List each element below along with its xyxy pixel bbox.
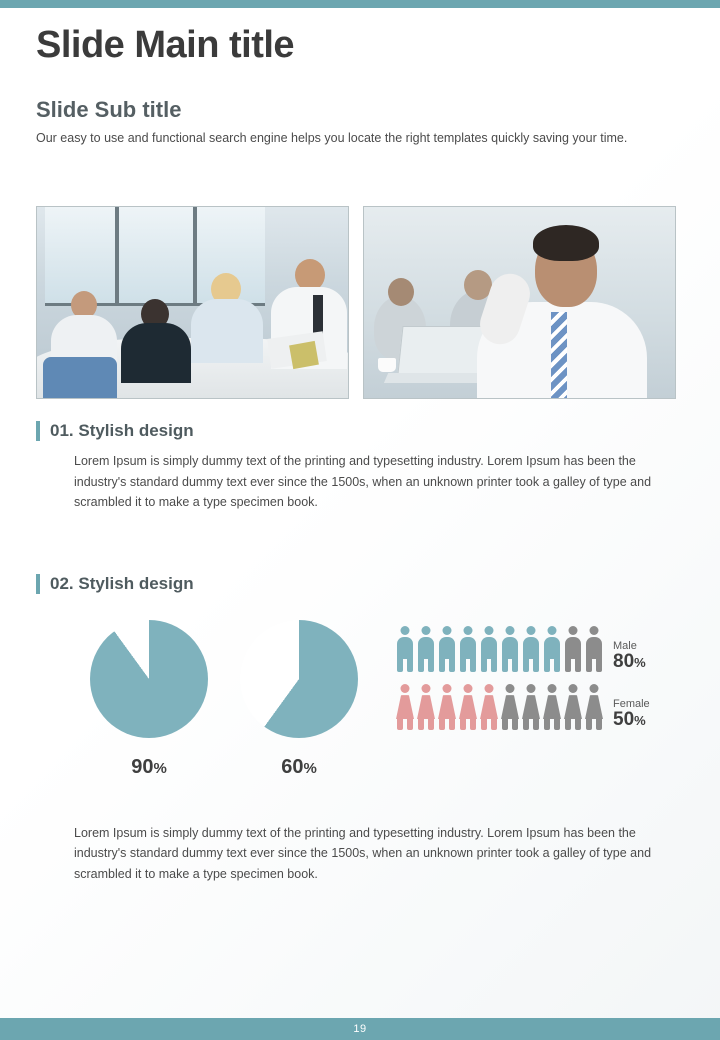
accent-bar-icon xyxy=(36,421,40,441)
page-title: Slide Main title xyxy=(36,24,295,66)
male-person-icon xyxy=(522,626,540,672)
top-accent-bar xyxy=(0,0,720,8)
pictogram-legend-male xyxy=(613,641,646,672)
slide-content xyxy=(0,8,720,884)
pie-chart-60 xyxy=(224,620,374,779)
section-01-title: 01. Stylish design xyxy=(50,421,194,441)
section-01-heading xyxy=(36,421,684,441)
male-person-icon xyxy=(564,626,582,672)
male-person-icon xyxy=(585,626,603,672)
male-legend-label: Male xyxy=(613,639,637,652)
person-body xyxy=(191,299,263,363)
necktie-decor xyxy=(551,312,567,398)
male-person-icon xyxy=(438,626,456,672)
person-body xyxy=(121,323,191,383)
male-person-icon xyxy=(543,626,561,672)
female-person-icon xyxy=(417,684,435,730)
male-person-icon xyxy=(396,626,414,672)
pie-chart-90-graphic xyxy=(90,620,208,738)
page-number: 19 xyxy=(0,1018,720,1040)
sub-title: Slide Sub title xyxy=(36,97,182,122)
female-person-icon xyxy=(585,684,603,730)
female-person-icon xyxy=(438,684,456,730)
sub-description: Our easy to use and functional search engine helps you locate the right templates quickly saving your time. xyxy=(36,131,628,145)
female-person-icon xyxy=(522,684,540,730)
section-02-body: Lorem Ipsum is simply dummy text of the printing and typesetting industry. Lorem Ipsum has been the industry's standard dummy text ever since the 1500s, when an unknown printer took a galley of type and scrambled it to make a type specimen book. xyxy=(74,826,652,881)
businessman-on-phone-photo xyxy=(363,206,676,399)
male-person-icon xyxy=(459,626,477,672)
section-01-body: Lorem Ipsum is simply dummy text of the printing and typesetting industry. Lorem Ipsum has been the industry's standard dummy text ever since the 1500s, when an unknown printer took a galley of type and scrambled it to make a type specimen book. xyxy=(74,454,652,509)
folder-decor xyxy=(289,341,319,369)
photo-row xyxy=(36,206,684,399)
male-percent-symbol: % xyxy=(634,655,646,671)
female-person-icons xyxy=(396,684,603,730)
pictogram-legend-female xyxy=(613,699,650,730)
male-person-icons xyxy=(396,626,603,672)
pie-chart-90-label xyxy=(74,756,224,779)
pie-chart-60-graphic xyxy=(240,620,358,738)
accent-bar-icon xyxy=(36,574,40,594)
male-legend-value xyxy=(613,652,646,672)
chair-decor xyxy=(43,357,117,399)
pictogram-row-male xyxy=(396,626,650,672)
person-hair xyxy=(533,225,599,261)
section-02-title: 02. Stylish design xyxy=(50,574,194,594)
female-person-icon xyxy=(480,684,498,730)
female-legend-label: Female xyxy=(613,697,650,710)
female-person-icon xyxy=(459,684,477,730)
female-person-icon xyxy=(501,684,519,730)
pictogram-row-female xyxy=(396,684,650,730)
coffee-cup-decor xyxy=(378,358,396,372)
business-team-meeting-photo xyxy=(36,206,349,399)
section-01 xyxy=(36,421,684,512)
male-value: 80 xyxy=(613,651,635,673)
female-percent-symbol: % xyxy=(634,713,646,729)
female-person-icon xyxy=(543,684,561,730)
female-value: 50 xyxy=(613,709,635,731)
female-person-icon xyxy=(396,684,414,730)
pie-chart-60-value: 60 xyxy=(281,756,304,779)
pie-chart-90-percent-symbol: % xyxy=(153,760,167,778)
male-person-icon xyxy=(480,626,498,672)
pie-chart-90-value: 90 xyxy=(131,756,154,779)
pictogram-chart xyxy=(396,620,650,742)
male-person-icon xyxy=(417,626,435,672)
female-legend-value xyxy=(613,710,650,730)
charts-row xyxy=(74,620,684,779)
section-02 xyxy=(36,574,684,884)
female-person-icon xyxy=(564,684,582,730)
pie-chart-60-label xyxy=(224,756,374,779)
male-person-icon xyxy=(501,626,519,672)
pie-chart-60-percent-symbol: % xyxy=(303,760,317,778)
section-02-heading xyxy=(36,574,684,594)
pie-chart-90 xyxy=(74,620,224,779)
